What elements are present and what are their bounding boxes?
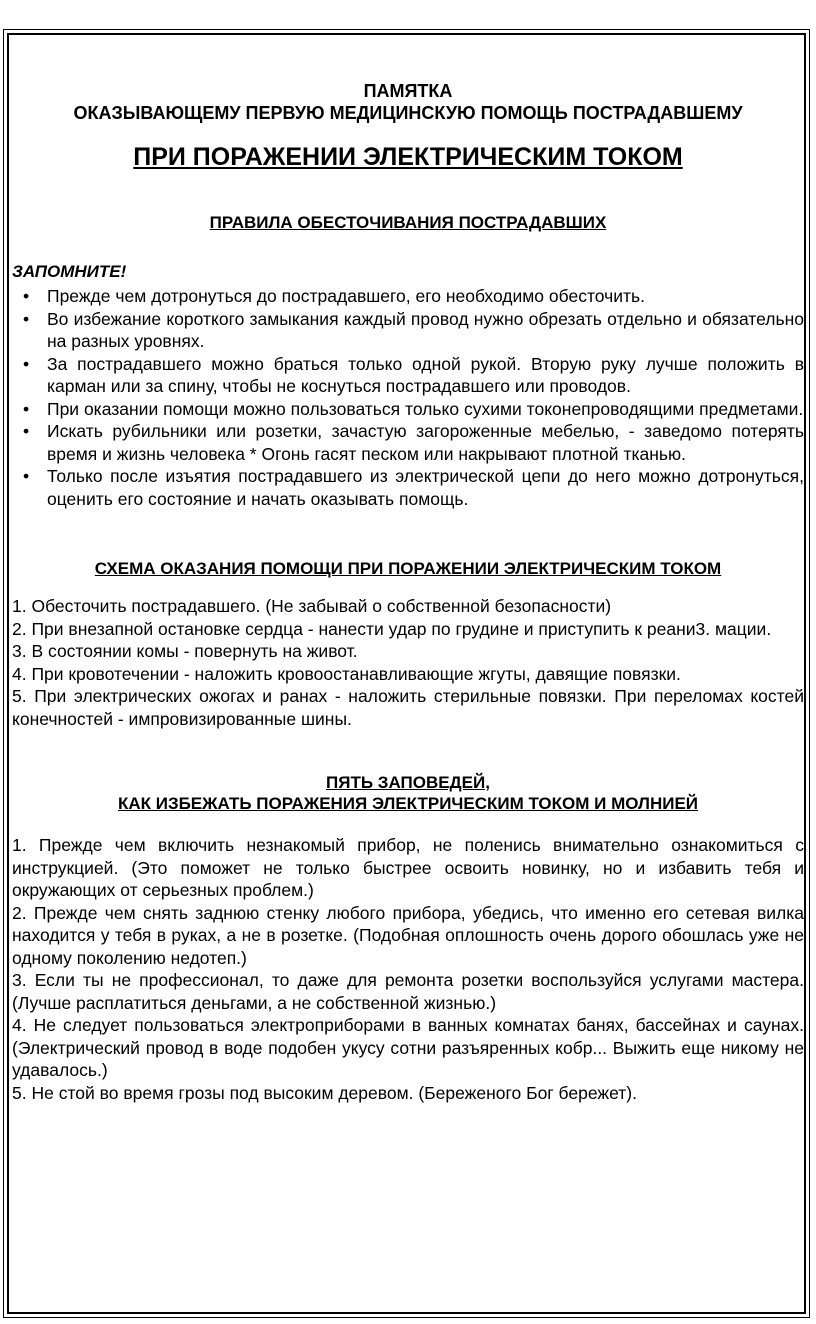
- commandment-item: 3. Если ты не профессионал, то даже для ремонта розетки воспользуйся услугами мастера. (Лучше расплатиться деньгами, а не собственной жизнью.): [12, 970, 804, 1013]
- commandments-section-title: [10, 772, 806, 814]
- bullet-icon: •: [23, 286, 30, 306]
- commandments-title-line1: ПЯТЬ ЗАПОВЕДЕЙ,: [326, 773, 490, 792]
- scheme-step: 5. При электрических ожогах и ранах - наложить стерильные повязки. При переломах костей конечностей - импровизированные шины.: [12, 686, 804, 729]
- commandment-item: 5. Не стой во время грозы под высоким деревом. (Береженого Бог бережет).: [12, 1082, 637, 1103]
- list-item: • За пострадавшего можно браться только одной рукой. Вторую руку лучше положить в карман или за спину, чтобы не коснуться пострадавшего или проводов.: [23, 353, 804, 396]
- bullet-icon: •: [23, 308, 30, 329]
- commandments-list: [10, 834, 806, 1104]
- list-item: • Искать рубильники или розетки, зачастую загороженные мебелью, - заведомо потерять время и жизнь человека * Огонь гасят песком или накрывают плотной тканью.: [23, 421, 804, 464]
- rules-list: [10, 285, 806, 510]
- memo-header: [10, 80, 806, 172]
- scheme-step: 2. При внезапной остановке сердца - нанести удар по грудине и приступить к реани3. мации.: [12, 618, 772, 639]
- list-item: • При оказании помощи можно пользоваться только сухими токонепроводящими предметами.: [23, 398, 804, 419]
- scheme-step: 4. При кровотечении - наложить кровоостанавливающие жгуты, давящие повязки.: [12, 663, 681, 684]
- bullet-icon: •: [23, 421, 30, 441]
- memo-content: [10, 80, 806, 1104]
- bullet-icon: •: [23, 466, 30, 486]
- commandment-item: 2. Прежде чем снять заднюю стенку любого прибора, убедись, что именно его сетевая вилка находится у тебя в руках, а не в розетке. (Подобная оплошность очень дорого обошлась уже не одному поколению недотеп.): [12, 902, 804, 968]
- bullet-icon: •: [23, 353, 30, 374]
- list-item: • Во избежание короткого замыкания каждый провод нужно обрезать отдельно и обязательно на разных уровнях.: [23, 308, 804, 351]
- scheme-step: 3. В состоянии комы - повернуть на живот.: [12, 641, 358, 661]
- scheme-step: 1. Обесточить пострадавшего. (Не забывай о собственной безопасности): [12, 596, 612, 616]
- memo-main-heading: ПРИ ПОРАЖЕНИИ ЭЛЕКТРИЧЕСКИМ ТОКОМ: [133, 143, 683, 171]
- scheme-list: [10, 595, 806, 730]
- remember-label: ЗАПОМНИТЕ!: [12, 262, 127, 281]
- list-item: • Только после изъятия пострадавшего из электрической цепи до него можно дотронуться, оценить его состояние и начать оказывать помощь.: [23, 466, 804, 509]
- memo-subtitle: ОКАЗЫВАЮЩЕМУ ПЕРВУЮ МЕДИЦИНСКУЮ ПОМОЩЬ ПОСТРАДАВШЕМУ: [73, 103, 743, 123]
- scheme-section-title: СХЕМА ОКАЗАНИЯ ПОМОЩИ ПРИ ПОРАЖЕНИИ ЭЛЕКТРИЧЕСКИМ ТОКОМ: [94, 559, 722, 578]
- rules-section-title: ПРАВИЛА ОБЕСТОЧИВАНИЯ ПОСТРАДАВШИХ: [209, 213, 607, 232]
- commandment-item: 1. Прежде чем включить незнакомый прибор, не поленись внимательно ознакомиться с инструкцией. (Это поможет не только быстрее освоить новинку, но и избавить тебя и окружающих от серьезных проблем.): [12, 835, 804, 900]
- commandment-item: 4. Не следует пользоваться электроприборами в ванных комнатах банях, бассейнах и саунах. (Электрический провод в воде подобен укусу сотни разъяренных кобр... Выжить еще никому не удавалось.): [12, 1015, 804, 1080]
- commandments-title-line2: КАК ИЗБЕЖАТЬ ПОРАЖЕНИЯ ЭЛЕКТРИЧЕСКИМ ТОКОМ И МОЛНИЕЙ: [117, 794, 699, 813]
- memo-title: ПАМЯТКА: [363, 81, 453, 101]
- list-item: • Прежде чем дотронуться до пострадавшего, его необходимо обесточить.: [23, 286, 645, 306]
- bullet-icon: •: [23, 398, 30, 419]
